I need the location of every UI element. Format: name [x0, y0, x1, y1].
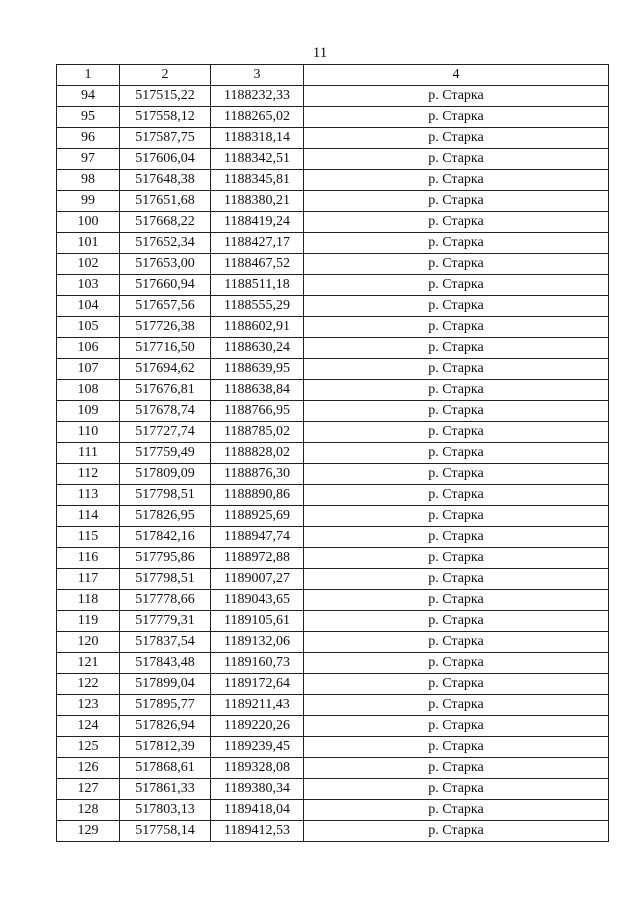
x-coordinate-cell: 517651,68: [120, 191, 211, 212]
point-number-cell: 124: [57, 716, 120, 737]
x-coordinate-cell: 517694,62: [120, 359, 211, 380]
table-row: [57, 779, 609, 800]
header-col-3: 3: [211, 65, 304, 86]
table-row: [57, 170, 609, 191]
point-number-cell: 123: [57, 695, 120, 716]
water-body-cell: р. Старка: [304, 443, 609, 464]
point-number-cell: 127: [57, 779, 120, 800]
water-body-cell: р. Старка: [304, 128, 609, 149]
table-row: [57, 128, 609, 149]
x-coordinate-cell: 517676,81: [120, 380, 211, 401]
y-coordinate-cell: 1188890,86: [211, 485, 304, 506]
point-number-cell: 126: [57, 758, 120, 779]
x-coordinate-cell: 517648,38: [120, 170, 211, 191]
x-coordinate-cell: 517657,56: [120, 296, 211, 317]
header-col-1: 1: [57, 65, 120, 86]
x-coordinate-cell: 517660,94: [120, 275, 211, 296]
y-coordinate-cell: 1189160,73: [211, 653, 304, 674]
x-coordinate-cell: 517606,04: [120, 149, 211, 170]
table-row: [57, 590, 609, 611]
table-row: [57, 464, 609, 485]
table-row: [57, 338, 609, 359]
water-body-cell: р. Старка: [304, 317, 609, 338]
point-number-cell: 103: [57, 275, 120, 296]
point-number-cell: 111: [57, 443, 120, 464]
table-header: [57, 65, 609, 86]
y-coordinate-cell: 1188766,95: [211, 401, 304, 422]
point-number-cell: 108: [57, 380, 120, 401]
x-coordinate-cell: 517826,95: [120, 506, 211, 527]
water-body-cell: р. Старка: [304, 212, 609, 233]
y-coordinate-cell: 1188947,74: [211, 527, 304, 548]
table-row: [57, 317, 609, 338]
water-body-cell: р. Старка: [304, 527, 609, 548]
point-number-cell: 97: [57, 149, 120, 170]
x-coordinate-cell: 517803,13: [120, 800, 211, 821]
point-number-cell: 96: [57, 128, 120, 149]
point-number-cell: 121: [57, 653, 120, 674]
point-number-cell: 129: [57, 821, 120, 842]
x-coordinate-cell: 517809,09: [120, 464, 211, 485]
point-number-cell: 100: [57, 212, 120, 233]
point-number-cell: 116: [57, 548, 120, 569]
y-coordinate-cell: 1188828,02: [211, 443, 304, 464]
header-col-4: 4: [304, 65, 609, 86]
water-body-cell: р. Старка: [304, 695, 609, 716]
water-body-cell: р. Старка: [304, 422, 609, 443]
table-row: [57, 86, 609, 107]
table-row: [57, 422, 609, 443]
y-coordinate-cell: 1189328,08: [211, 758, 304, 779]
y-coordinate-cell: 1189412,53: [211, 821, 304, 842]
water-body-cell: р. Старка: [304, 464, 609, 485]
table-row: [57, 107, 609, 128]
x-coordinate-cell: 517843,48: [120, 653, 211, 674]
y-coordinate-cell: 1189007,27: [211, 569, 304, 590]
y-coordinate-cell: 1188345,81: [211, 170, 304, 191]
water-body-cell: р. Старка: [304, 359, 609, 380]
y-coordinate-cell: 1188419,24: [211, 212, 304, 233]
x-coordinate-cell: 517895,77: [120, 695, 211, 716]
table-row: [57, 485, 609, 506]
x-coordinate-cell: 517778,66: [120, 590, 211, 611]
point-number-cell: 107: [57, 359, 120, 380]
table-row: [57, 149, 609, 170]
table-row: [57, 695, 609, 716]
point-number-cell: 117: [57, 569, 120, 590]
table-row: [57, 359, 609, 380]
x-coordinate-cell: 517587,75: [120, 128, 211, 149]
y-coordinate-cell: 1189380,34: [211, 779, 304, 800]
point-number-cell: 106: [57, 338, 120, 359]
water-body-cell: р. Старка: [304, 233, 609, 254]
water-body-cell: р. Старка: [304, 380, 609, 401]
table-row: [57, 191, 609, 212]
table-row: [57, 275, 609, 296]
y-coordinate-cell: 1189418,04: [211, 800, 304, 821]
point-number-cell: 122: [57, 674, 120, 695]
x-coordinate-cell: 517779,31: [120, 611, 211, 632]
water-body-cell: р. Старка: [304, 506, 609, 527]
y-coordinate-cell: 1189220,26: [211, 716, 304, 737]
table-row: [57, 548, 609, 569]
table-row: [57, 569, 609, 590]
point-number-cell: 94: [57, 86, 120, 107]
water-body-cell: р. Старка: [304, 716, 609, 737]
point-number-cell: 110: [57, 422, 120, 443]
y-coordinate-cell: 1188639,95: [211, 359, 304, 380]
x-coordinate-cell: 517861,33: [120, 779, 211, 800]
y-coordinate-cell: 1188427,17: [211, 233, 304, 254]
y-coordinate-cell: 1189132,06: [211, 632, 304, 653]
point-number-cell: 128: [57, 800, 120, 821]
point-number-cell: 115: [57, 527, 120, 548]
x-coordinate-cell: 517668,22: [120, 212, 211, 233]
point-number-cell: 118: [57, 590, 120, 611]
water-body-cell: р. Старка: [304, 674, 609, 695]
point-number-cell: 98: [57, 170, 120, 191]
x-coordinate-cell: 517716,50: [120, 338, 211, 359]
point-number-cell: 125: [57, 737, 120, 758]
water-body-cell: р. Старка: [304, 191, 609, 212]
table-row: [57, 527, 609, 548]
y-coordinate-cell: 1188555,29: [211, 296, 304, 317]
y-coordinate-cell: 1189211,43: [211, 695, 304, 716]
point-number-cell: 95: [57, 107, 120, 128]
y-coordinate-cell: 1188511,18: [211, 275, 304, 296]
x-coordinate-cell: 517652,34: [120, 233, 211, 254]
y-coordinate-cell: 1188630,24: [211, 338, 304, 359]
point-number-cell: 114: [57, 506, 120, 527]
table-row: [57, 506, 609, 527]
y-coordinate-cell: 1188638,84: [211, 380, 304, 401]
water-body-cell: р. Старка: [304, 779, 609, 800]
table-row: [57, 674, 609, 695]
x-coordinate-cell: 517798,51: [120, 569, 211, 590]
x-coordinate-cell: 517826,94: [120, 716, 211, 737]
point-number-cell: 113: [57, 485, 120, 506]
table-row: [57, 212, 609, 233]
water-body-cell: р. Старка: [304, 338, 609, 359]
x-coordinate-cell: 517758,14: [120, 821, 211, 842]
table-row: [57, 800, 609, 821]
point-number-cell: 112: [57, 464, 120, 485]
x-coordinate-cell: 517678,74: [120, 401, 211, 422]
x-coordinate-cell: 517515,22: [120, 86, 211, 107]
x-coordinate-cell: 517726,38: [120, 317, 211, 338]
water-body-cell: р. Старка: [304, 569, 609, 590]
y-coordinate-cell: 1188785,02: [211, 422, 304, 443]
water-body-cell: р. Старка: [304, 275, 609, 296]
y-coordinate-cell: 1188232,33: [211, 86, 304, 107]
table-row: [57, 254, 609, 275]
point-number-cell: 109: [57, 401, 120, 422]
x-coordinate-cell: 517812,39: [120, 737, 211, 758]
x-coordinate-cell: 517727,74: [120, 422, 211, 443]
water-body-cell: р. Старка: [304, 590, 609, 611]
x-coordinate-cell: 517868,61: [120, 758, 211, 779]
table-row: [57, 737, 609, 758]
y-coordinate-cell: 1188265,02: [211, 107, 304, 128]
water-body-cell: р. Старка: [304, 107, 609, 128]
x-coordinate-cell: 517795,86: [120, 548, 211, 569]
y-coordinate-cell: 1189105,61: [211, 611, 304, 632]
point-number-cell: 99: [57, 191, 120, 212]
point-number-cell: 119: [57, 611, 120, 632]
coordinates-table: [56, 64, 609, 842]
table-row: [57, 443, 609, 464]
y-coordinate-cell: 1188972,88: [211, 548, 304, 569]
table-row: [57, 632, 609, 653]
y-coordinate-cell: 1189239,45: [211, 737, 304, 758]
water-body-cell: р. Старка: [304, 758, 609, 779]
y-coordinate-cell: 1189172,64: [211, 674, 304, 695]
water-body-cell: р. Старка: [304, 632, 609, 653]
water-body-cell: р. Старка: [304, 611, 609, 632]
page-number: 11: [312, 45, 328, 61]
y-coordinate-cell: 1188380,21: [211, 191, 304, 212]
y-coordinate-cell: 1188318,14: [211, 128, 304, 149]
y-coordinate-cell: 1188602,91: [211, 317, 304, 338]
table-row: [57, 758, 609, 779]
table-row: [57, 380, 609, 401]
x-coordinate-cell: 517759,49: [120, 443, 211, 464]
point-number-cell: 101: [57, 233, 120, 254]
x-coordinate-cell: 517842,16: [120, 527, 211, 548]
table-body: [57, 86, 609, 842]
table-row: [57, 653, 609, 674]
water-body-cell: р. Старка: [304, 800, 609, 821]
water-body-cell: р. Старка: [304, 170, 609, 191]
water-body-cell: р. Старка: [304, 821, 609, 842]
table-row: [57, 401, 609, 422]
header-row: [57, 65, 609, 86]
x-coordinate-cell: 517899,04: [120, 674, 211, 695]
y-coordinate-cell: 1189043,65: [211, 590, 304, 611]
water-body-cell: р. Старка: [304, 401, 609, 422]
water-body-cell: р. Старка: [304, 149, 609, 170]
y-coordinate-cell: 1188467,52: [211, 254, 304, 275]
table-row: [57, 296, 609, 317]
water-body-cell: р. Старка: [304, 296, 609, 317]
water-body-cell: р. Старка: [304, 737, 609, 758]
y-coordinate-cell: 1188876,30: [211, 464, 304, 485]
point-number-cell: 104: [57, 296, 120, 317]
x-coordinate-cell: 517653,00: [120, 254, 211, 275]
x-coordinate-cell: 517798,51: [120, 485, 211, 506]
water-body-cell: р. Старка: [304, 653, 609, 674]
table-row: [57, 716, 609, 737]
x-coordinate-cell: 517837,54: [120, 632, 211, 653]
x-coordinate-cell: 517558,12: [120, 107, 211, 128]
table-row: [57, 611, 609, 632]
y-coordinate-cell: 1188925,69: [211, 506, 304, 527]
point-number-cell: 120: [57, 632, 120, 653]
water-body-cell: р. Старка: [304, 86, 609, 107]
water-body-cell: р. Старка: [304, 485, 609, 506]
table-row: [57, 233, 609, 254]
point-number-cell: 102: [57, 254, 120, 275]
table-row: [57, 821, 609, 842]
water-body-cell: р. Старка: [304, 254, 609, 275]
point-number-cell: 105: [57, 317, 120, 338]
y-coordinate-cell: 1188342,51: [211, 149, 304, 170]
water-body-cell: р. Старка: [304, 548, 609, 569]
header-col-2: 2: [120, 65, 211, 86]
